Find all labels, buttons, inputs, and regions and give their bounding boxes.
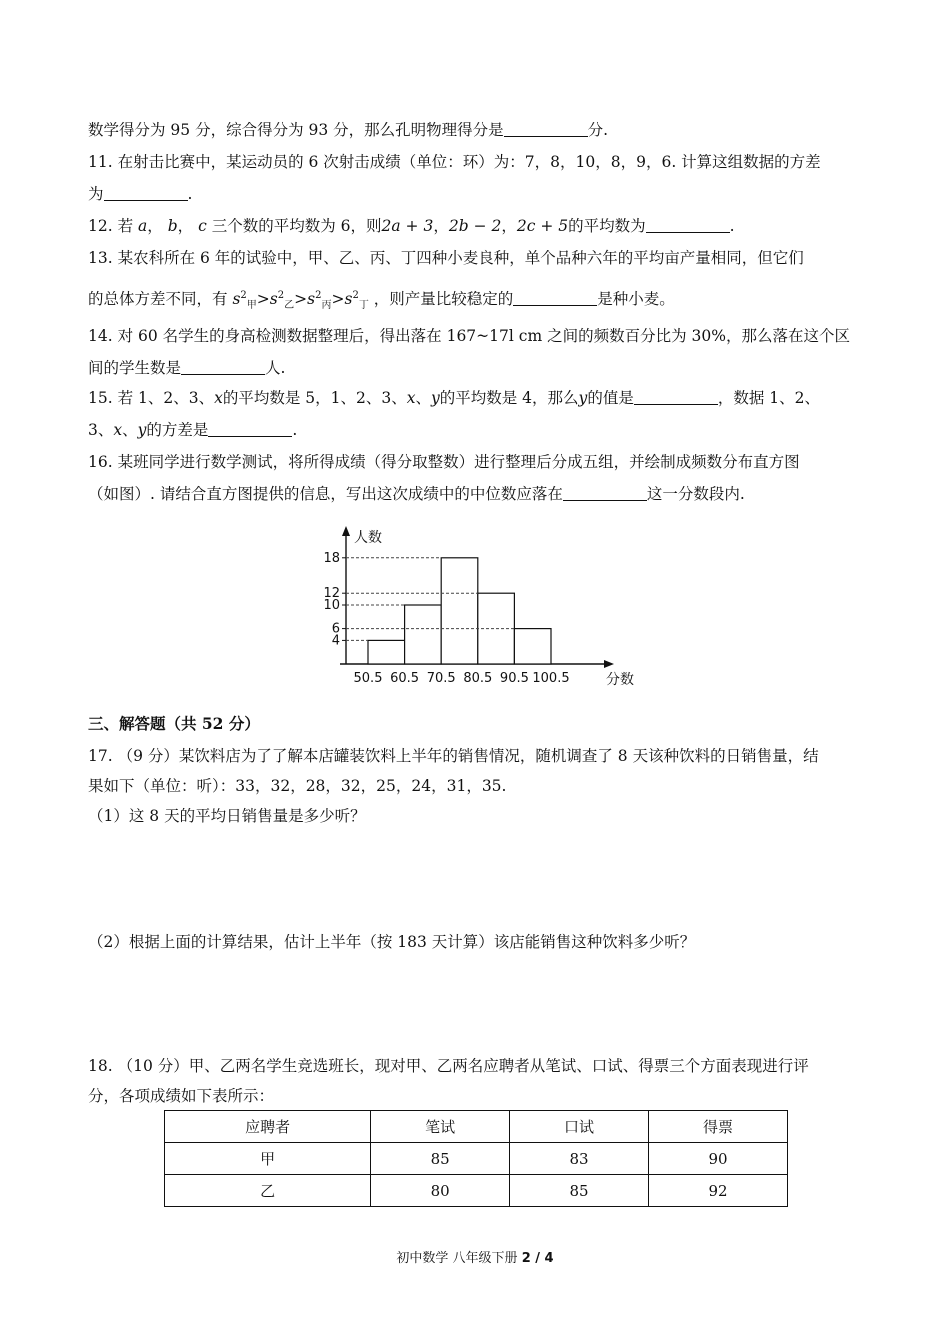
question-12: 12. 若 a， b， c 三个数的平均数为 6，则2a + 3，2b − 2，2c + 5的平均数为 . [88,217,735,235]
table-row [165,1143,788,1175]
section-3-title: 三、解答题（共 52 分） [88,714,260,733]
histogram-bar [441,558,478,664]
table-row [165,1175,788,1207]
table-cell: 乙 [165,1175,371,1207]
question-10-tail: 数学得分为 95 分，综合得分为 93 分，那么孔明物理得分是 分. [88,121,609,139]
table-header-cell: 得票 [649,1111,788,1143]
y-tick-label: 10 [323,598,340,613]
answer-blank [563,484,647,501]
table-cell: 80 [371,1175,510,1207]
scores-table [164,1110,788,1207]
y-tick-label: 6 [331,621,340,637]
answer-blank [181,358,265,375]
y-tick-label: 12 [323,586,340,602]
footer-text: 初中数学 八年级下册 [396,1251,518,1266]
table-header-row [165,1111,788,1143]
answer-blank [513,289,597,306]
x-tick-label: 90.5 [499,671,529,686]
table-header-cell: 应聘者 [165,1111,371,1143]
x-axis-label: 分数 [606,672,634,688]
x-tick-label: 70.5 [426,671,456,686]
y-axis-label: 人数 [354,530,382,546]
question-16-line2: （如图）. 请结合直方图提供的信息，写出这次成绩中的中位数应落在 这一分数段内. [88,485,745,503]
question-17: 17. （9 分）某饮料店为了了解本店罐装饮料上半年的销售情况，随机调查了 8 天该种饮料的日销售量，结 [88,747,819,765]
question-13-line2: 的总体方差不同，有 $s^2_甲>s^2_乙>s^2_丙>s^2_丁$ ，则产量比较稳定的 是种小麦。 [88,290,675,311]
answer-blank [634,388,718,405]
x-tick-label: 80.5 [463,671,493,686]
x-tick-label: 100.5 [532,671,570,686]
question-14-line2: 间的学生数是 人. [88,359,286,377]
table-cell: 90 [649,1143,788,1175]
question-15: 15. 若 1、2、3、x的平均数是 5，1、2、3、x、y的平均数是 4，那么y的值是 ，数据 1、2、 [88,389,820,407]
page-footer [0,1247,950,1266]
frequency-histogram [300,524,660,694]
table-header-cell: 口试 [510,1111,649,1143]
y-axis-arrow [342,526,350,536]
histogram-bar [405,605,442,664]
answer-blank [104,184,188,201]
question-18-line2: 分，各项成绩如下表所示： [88,1087,275,1105]
answer-blank [646,216,730,233]
variance-inequality: $s^2_甲>s^2_乙>s^2_丙>s^2_丁$ [232,290,369,311]
y-tick-label: 4 [331,633,340,649]
question-17-line2: 果如下（单位：听）：33，32，28，32，25，24，31，35. [88,777,507,795]
table-cell: 85 [510,1175,649,1207]
table-cell: 83 [510,1143,649,1175]
x-tick-label: 60.5 [390,671,420,686]
x-tick-label: 50.5 [353,671,383,686]
table-cell: 85 [371,1143,510,1175]
question-11-line2: 为 . [88,185,193,203]
question-11: 11. 在射击比赛中，某运动员的 6 次射击成绩（单位：环）为：7，8，10，8，9，6. 计算这组数据的方差 [88,153,821,171]
histogram-bar [368,640,405,664]
question-17-part1: （1）这 8 天的平均日销售量是多少听？ [88,807,366,825]
table-header-cell: 笔试 [371,1111,510,1143]
answer-blank [504,120,588,137]
y-tick-label: 18 [323,550,340,566]
question-13: 13. 某农科所在 6 年的试验中，甲、乙、丙、丁四种小麦良种，单个品种六年的平均亩产量相同，但它们 [88,249,804,267]
question-18: 18. （10 分）甲、乙两名学生竞选班长，现对甲、乙两名应聘者从笔试、口试、得票三个方面表现进行评 [88,1057,809,1075]
question-14: 14. 对 60 名学生的身高检测数据整理后，得出落在 167~17l cm 之间的频数百分比为 30%，那么落在这个区 [88,327,850,345]
question-17-part2: （2）根据上面的计算结果，估计上半年（按 183 天计算）该店能销售这种饮料多少听？ [88,933,696,951]
x-axis-arrow [604,660,614,668]
answer-blank [208,420,292,437]
question-16: 16. 某班同学进行数学测试，将所得成绩（得分取整数）进行整理后分成五组，并绘制成频数分布直方图 [88,453,800,471]
table-cell: 92 [649,1175,788,1207]
question-15-line2: 3、x、y的方差是 . [88,421,298,439]
table-cell: 甲 [165,1143,371,1175]
histogram-bar [514,629,551,664]
page-number: 2 / 4 [521,1251,554,1266]
